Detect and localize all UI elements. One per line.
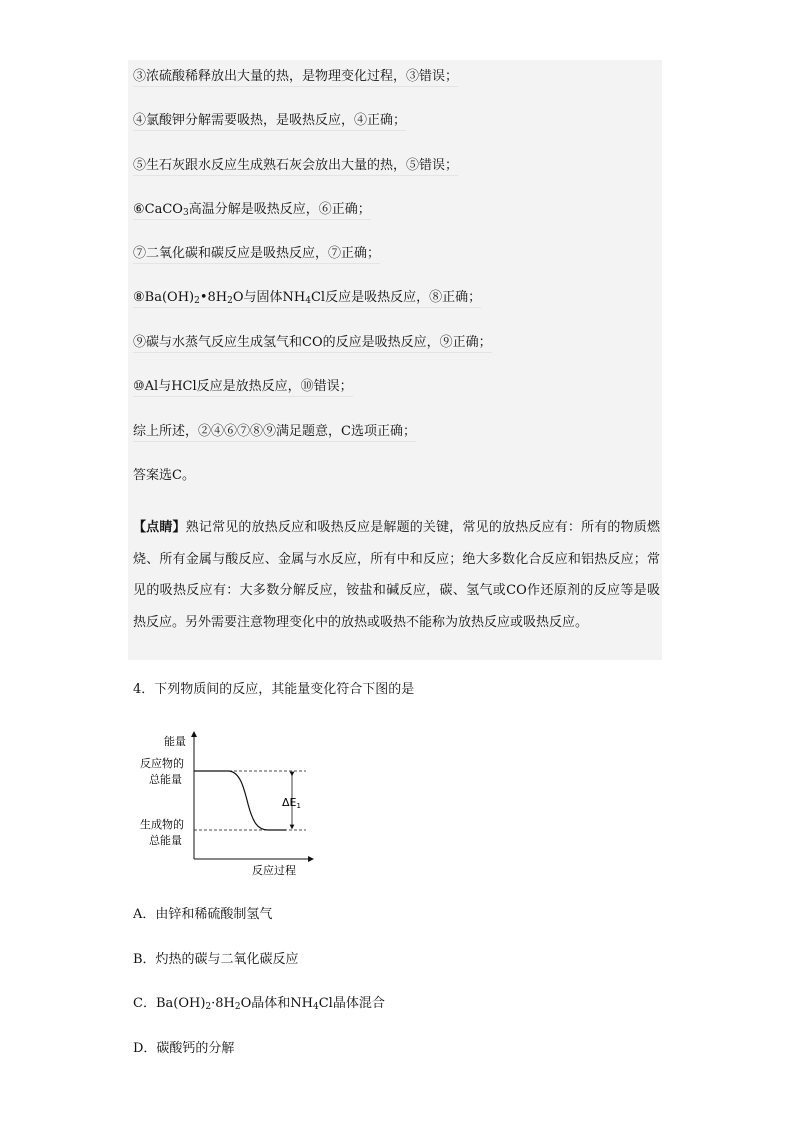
delta-e-label [282, 796, 301, 810]
delta-subscript: 1 [296, 802, 301, 810]
subscript: 2 [205, 1002, 212, 1012]
solution-line-3: ③浓硫酸稀释放出大量的热，是物理变化过程，③错误； [133, 68, 458, 87]
tip-label: 【点睛】 [133, 520, 186, 535]
product-label-1: 生成物的 [140, 818, 184, 831]
tip-paragraph [133, 512, 660, 638]
solution-line-10: ⑩Al与HCl反应是放热反应，⑩错误； [133, 378, 353, 397]
solution-line-8 [133, 289, 481, 308]
subscript: 2 [227, 296, 233, 306]
solution-line-4: ④氯酸钾分解需要吸热，是吸热反应，④正确； [133, 112, 406, 131]
text-span: •8H [199, 290, 228, 305]
tip-text: 熟记常见的放热反应和吸热反应是解题的关键，常见的放热反应有：所有的物质燃烧、所有金属与酸反应、金属与水反应，所有中和反应；绝大多数化合反应和铝热反应；常见的吸热反应有：大多数分解反应，铵盐和碱反应，碳、氢气或CO作还原剂的反应等是吸热反应。另外需要注意物理变化中的放热或吸热不能称为放热反应或吸热反应。 [133, 520, 660, 630]
energy-diagram [136, 728, 316, 878]
y-axis-label: 能量 [164, 735, 186, 748]
reactant-label-1: 反应物的 [140, 757, 184, 770]
text-span: O晶体和NH [240, 996, 313, 1011]
reactant-label-2: 总能量 [149, 773, 182, 786]
subscript: 3 [182, 208, 189, 218]
option-b[interactable]: B．灼热的碳与二氧化碳反应 [133, 952, 299, 967]
subscript: 2 [234, 1002, 241, 1012]
solution-line-7: ⑦二氧化碳和碳反应是吸热反应，⑦正确； [133, 245, 380, 264]
subscript: 4 [312, 1002, 319, 1012]
solution-line-6 [133, 201, 371, 220]
option-d[interactable]: D．碳酸钙的分解 [133, 1041, 235, 1056]
solution-answer: 答案选C。 [133, 468, 195, 483]
option-c[interactable] [133, 995, 385, 1013]
text-span: 高温分解是吸热反应，⑥正确； [188, 202, 371, 217]
subscript: 2 [194, 296, 200, 306]
text-span: Cl反应是吸热反应，⑧正确； [310, 290, 482, 305]
option-a[interactable]: A．由锌和稀硫酸制氢气 [133, 907, 273, 922]
text-span: C．Ba(OH) [133, 996, 206, 1011]
product-label-2: 总能量 [149, 834, 182, 847]
solution-summary: 综上所述，②④⑥⑦⑧⑨满足题意，C选项正确； [133, 423, 416, 442]
text-span: ·8H [211, 996, 235, 1011]
solution-line-5: ⑤生石灰跟水反应生成熟石灰会放出大量的热，⑤错误； [133, 157, 458, 176]
solution-line-9: ⑨碳与水蒸气反应生成氢气和CO的反应是吸热反应，⑨正确； [133, 334, 492, 353]
text-span: ⑧Ba(OH) [133, 290, 195, 305]
question-stem: 4．下列物质间的反应，其能量变化符合下图的是 [133, 682, 415, 697]
delta-symbol: ΔE [282, 796, 297, 809]
text-span: ⑥CaCO [133, 202, 183, 217]
subscript: 4 [305, 296, 311, 306]
text-span: Cl晶体混合 [318, 996, 385, 1011]
energy-curve [194, 771, 286, 830]
x-axis-label: 反应过程 [252, 864, 296, 877]
text-span: O与固体NH [232, 290, 306, 305]
